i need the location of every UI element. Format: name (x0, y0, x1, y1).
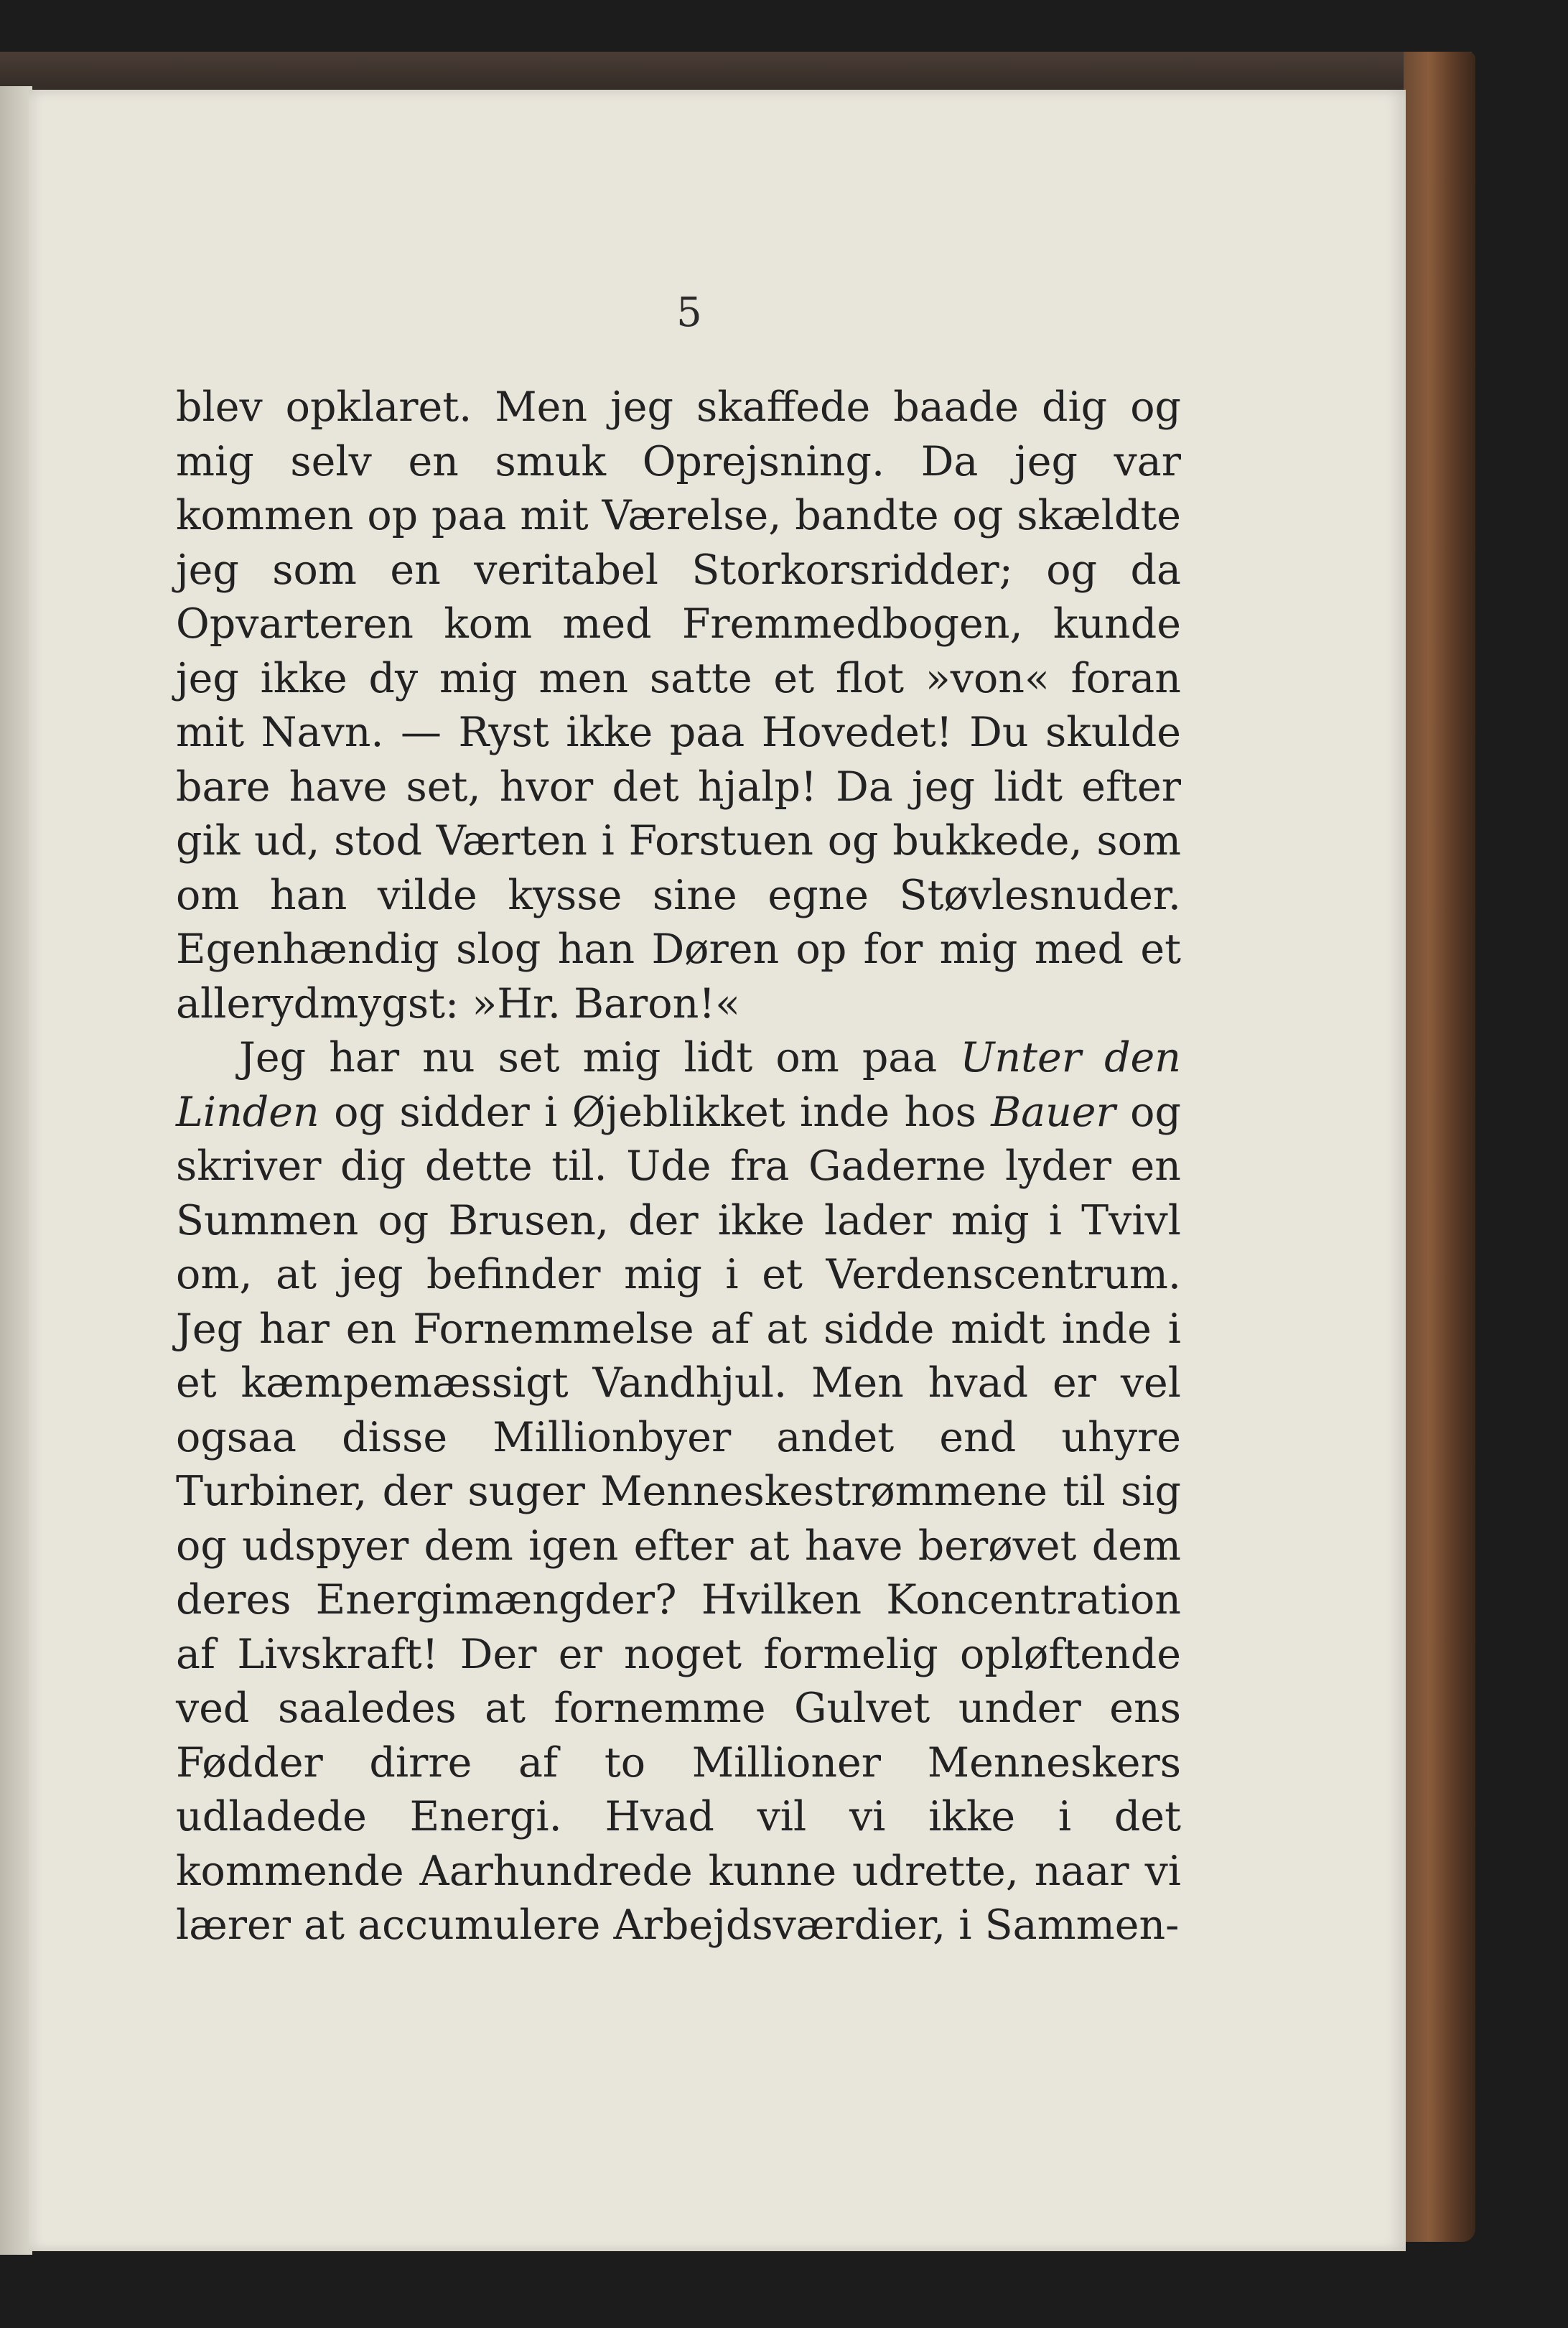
body-text (176, 381, 1181, 1953)
text-segment: og skriver dig dette til. Ude fra Gaderne lyder en Summen og Brusen, der ikke lader mig i Tvivl om, at jeg befinder mig i et Verdenscentrum. Jeg har en Fornemmelse af at sidde midt inde i et kæmpemæssigt Vandhjul. Men hvad er vel ogsaa disse Millionbyer andet end uhyre Turbiner, der suger Menneskestrømmene til sig og udspyer dem igen efter at have berøvet dem deres Energimængder? Hvilken Koncentration af Livskraft! Der er noget formelig opløftende ved saaledes at fornemme Gulvet under ens Fødder dirre af to Millioner Menneskers udladede Energi. Hvad vil vi ikke i det kommende Aarhundrede kunne udrette, naar vi lærer at accumulere Arbejdsværdier, i Sammen- (176, 1088, 1181, 1949)
previous-page-edge (0, 86, 32, 2255)
page-number: 5 (676, 289, 702, 336)
book-cover-spine (1404, 52, 1475, 2242)
book-page (29, 90, 1406, 2251)
italic-place-name: Unter den Linden (176, 1034, 1181, 1136)
text-segment: Jeg har nu set mig lidt om paa (239, 1034, 961, 1081)
italic-place-name: Bauer (991, 1088, 1116, 1136)
text-segment: og sidder i Øjeblikket inde hos (319, 1088, 991, 1136)
paragraph (176, 1031, 1181, 1953)
paragraph: blev opklaret. Men jeg skaffede baade dig og mig selv en smuk Oprejsning. Da jeg var kommen op paa mit Værelse, bandte og skældte jeg som en veritabel Storkorsridder; og da Opvarteren kom med Fremmedbogen, kunde jeg ikke dy mig men satte et flot »von« foran mit Navn. — Ryst ikke paa Hovedet! Du skulde bare have set, hvor det hjalp! Da jeg lidt efter gik ud, stod Værten i Forstuen og bukkede, som om han vilde kysse sine egne Støvlesnuder. Egenhændig slog han Døren op for mig med et allerydmygst: »Hr. Baron!« (176, 383, 1181, 1028)
